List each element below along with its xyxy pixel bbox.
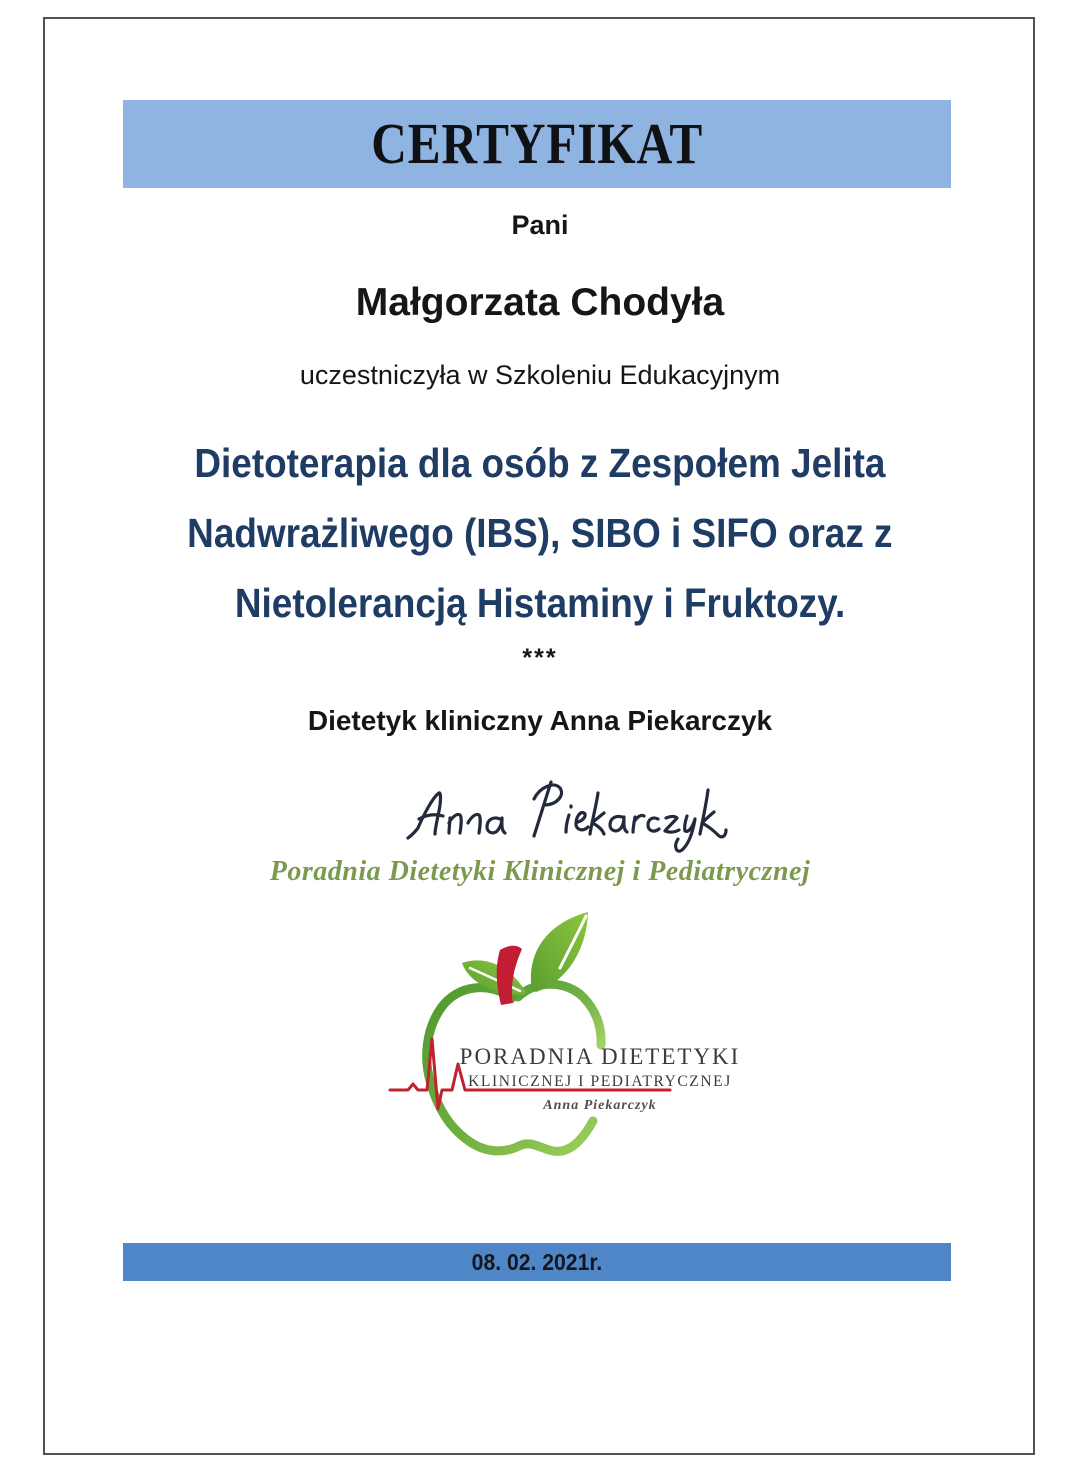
course-title-line-3	[0, 568, 1080, 638]
logo-line-3: Anna Piekarczyk	[543, 1098, 657, 1113]
salutation-text: Pani	[511, 210, 569, 240]
course-title-line-3-text: Nietolerancją Histaminy i Fruktozy.	[234, 580, 846, 626]
recipient-name: Małgorzata Chodyła	[355, 281, 725, 324]
certificate-title: CERTYFIKAT	[371, 111, 703, 176]
date-banner	[123, 1243, 951, 1281]
title-banner	[123, 100, 951, 188]
participation-line: uczestniczyła w Szkoleniu Edukacyjnym	[299, 360, 781, 390]
course-title-line-2-text: Nadwrażliwego (IBS), SIBO i SIFO oraz z	[187, 510, 893, 556]
signature-image	[388, 766, 728, 861]
leaf-icons	[462, 912, 588, 995]
clinic-name-line: Poradnia Dietetyki Klinicznej i Pediatrycznej	[269, 856, 811, 887]
certificate-date: 08. 02. 2021r.	[471, 1249, 603, 1275]
course-title-block	[0, 428, 1080, 638]
course-title-line-2	[0, 498, 1080, 568]
stars-separator: ***	[522, 644, 558, 672]
trainer-line: Dietetyk kliniczny Anna Piekarczyk	[307, 705, 773, 736]
course-title-line-1	[0, 428, 1080, 498]
logo-line-1: PORADNIA DIETETYKI	[459, 1044, 741, 1069]
clinic-logo	[330, 898, 770, 1198]
logo-line-2: KLINICZNEJ I PEDIATRYCZNEJ	[468, 1073, 732, 1090]
course-title-line-1-text: Dietoterapia dla osób z Zespołem Jelita	[194, 440, 886, 486]
